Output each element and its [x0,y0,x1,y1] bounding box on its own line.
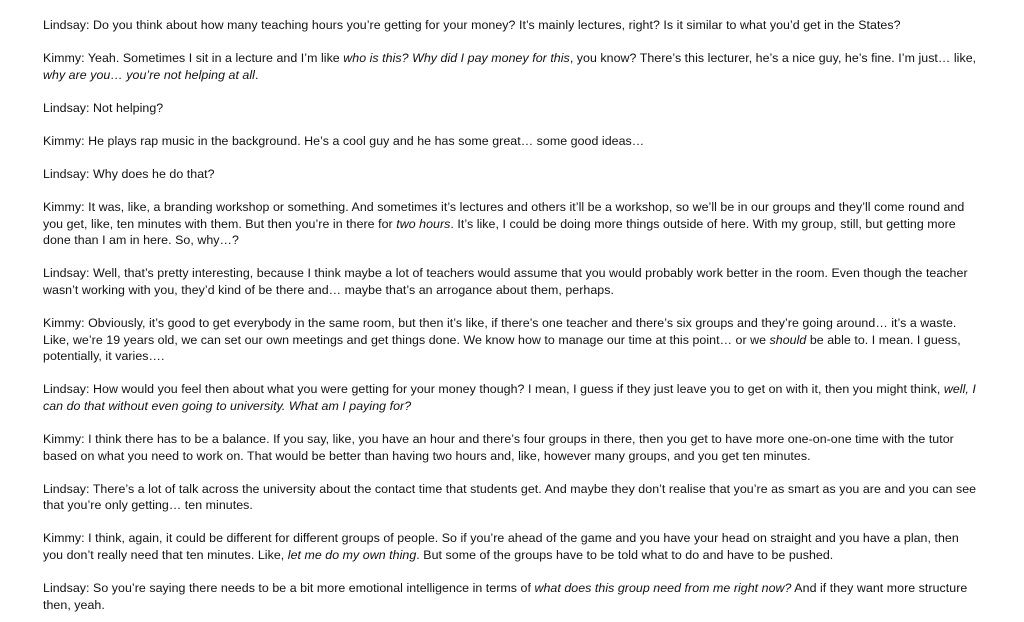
transcript-paragraph [43,481,982,514]
paragraph-text: Kimmy: Obviously, it’s good to get everybody in the same room, but then it’s like, if there’s one teacher and there’s six groups and they’re going around… it’s a waste. Like, we’re 19 years old, we can set our own meetings and get things done. We know how to manage our time at this point… or we [43,316,957,347]
paragraph-text: . [254,67,259,82]
transcript-paragraph [43,100,982,117]
transcript-paragraph [43,580,982,613]
paragraph-text: Kimmy: I think, again, it could be different for different groups of people. So if you’re ahead of the game and you have your head on straight and you have a plan, then you don’t really need that ten minutes. Like, [43,531,959,562]
emphasized-text: well, I can do that without even going to university. What am I paying for? [43,382,976,413]
transcript-paragraph [43,17,982,34]
paragraph-text: Lindsay: Why does he do that? [43,166,215,181]
emphasized-text: why are you… you’re not helping at all [43,67,255,82]
emphasized-text: who is this? Why did I pay money for this [343,51,570,66]
paragraph-text: Lindsay: So you’re saying there needs to be a bit more emotional intelligence in terms of [43,581,535,596]
paragraph-text: Lindsay: There’s a lot of talk across the university about the contact time that students get. And maybe they don’t realise that you’re as smart as you are and you can see that you’re only getting… ten minutes. [43,481,977,513]
paragraph-text: Lindsay: Do you think about how many teaching hours you’re getting for your money? It’s mainly lectures, right? Is it similar to what you’d get in the States? [43,18,901,32]
paragraph-text: . It’s like, I could be doing more things outside of here. With my group, still, but getting more done than I am in here. So, why…? [43,216,956,248]
paragraph-text: And if they want more structure then, yeah. [43,581,968,612]
paragraph-text: Kimmy: It was, like, a branding workshop or something. And sometimes it’s lectures and others it’ll be a workshop, so we’ll be in our groups and they’ll come round and you get, like, ten minutes with them. But then you’re in there for [43,200,965,231]
paragraph-text: , you know? There’s this lecturer, he’s a nice guy, he’s fine. I’m just… like, [569,51,977,66]
transcript-paragraph [43,166,982,183]
paragraph-text: Kimmy: I think there has to be a balance. If you say, like, you have an hour and there’s four groups in there, then you get to have more one-on-one time with the tutor based on what you need to work on. That would be better than having two hours and, like, however many groups, and you get ten minutes. [43,432,954,463]
paragraph-text: Lindsay: Well, that’s pretty interesting, because I think maybe a lot of teachers would assume that you would probably work better in the room. Even though the teacher wasn’t working with you, they’d kind of be there and… maybe that’s an arrogance about them, perhaps. [43,266,968,297]
paragraph-text: Kimmy: Yeah. Sometimes I sit in a lecture and I’m like [43,51,344,66]
transcript-paragraph [43,381,982,414]
paragraph-text: Lindsay: Not helping? [43,100,164,115]
emphasized-text: should [769,332,807,347]
transcript-paragraph [43,530,982,563]
paragraph-text: . But some of the groups have to be told what to do and have to be pushed. [416,547,834,562]
transcript-paragraph [43,199,982,249]
paragraph-text: Lindsay: How would you feel then about what you were getting for your money though? I mean, I guess if they just leave you to get on with it, then you might think, [43,382,944,397]
transcript-paragraph [43,315,982,365]
emphasized-text: what does this group need from me right now? [534,581,792,596]
transcript-paragraph [43,50,982,83]
transcript-paragraph [43,133,982,150]
paragraph-text: be able to. I mean. I guess, potentially, it varies…. [43,332,961,364]
transcript-paragraph [43,265,982,298]
paragraph-text: Kimmy: He plays rap music in the background. He’s a cool guy and he has some great… some good ideas… [43,133,645,148]
emphasized-text: let me do my own thing [287,547,417,562]
transcript-paragraph [43,431,982,464]
emphasized-text: two hours [396,216,451,231]
